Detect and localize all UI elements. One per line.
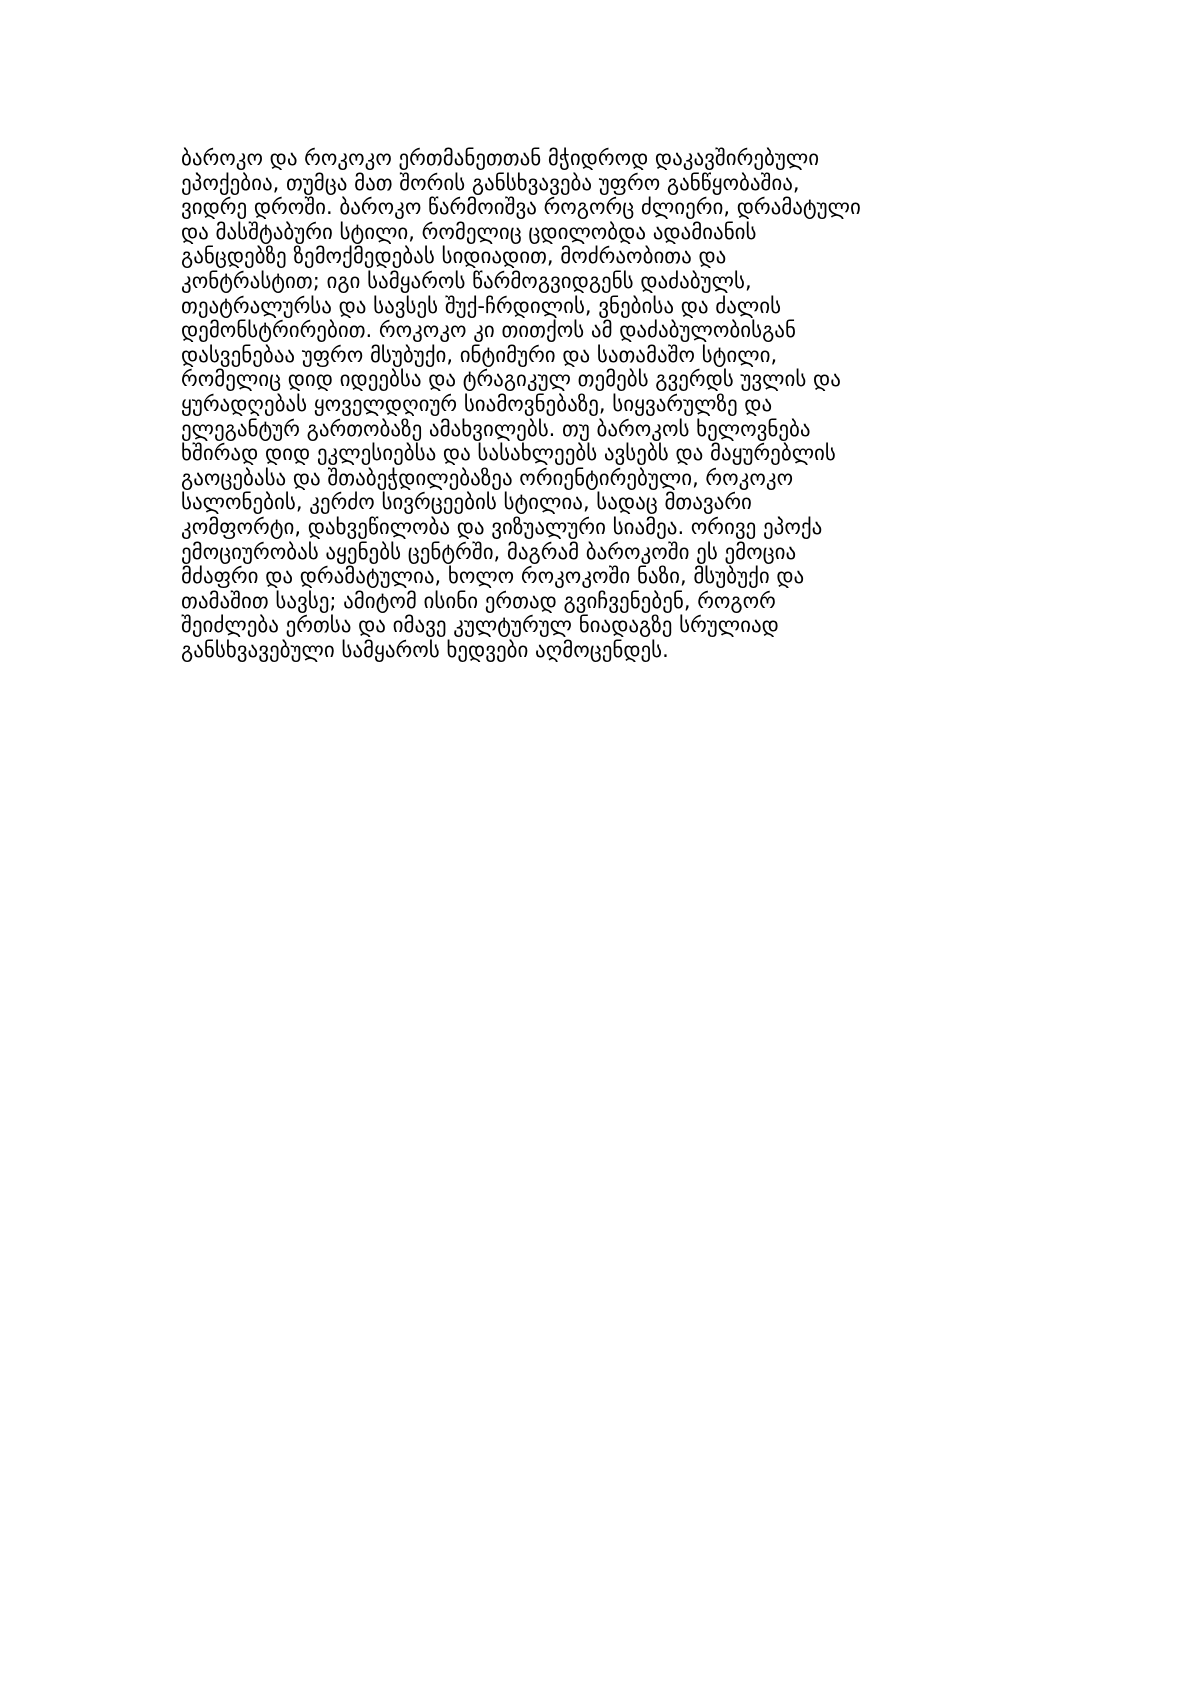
paragraph-line: ეპოქებია, თუმცა მათ შორის განსხვავება უფრო განწყობაშია, — [181, 170, 800, 195]
paragraph-line: დემონსტრირებით. როკოკო კი თითქოს ამ დაძაბულობისგან — [181, 318, 796, 343]
paragraph-line: სალონების, კერძო სივრცეების სტილია, სადაც მთავარი — [181, 490, 752, 515]
paragraph-line: ბაროკო და როკოკო ერთმანეთთან მჭიდროდ დაკავშირებული — [181, 146, 820, 170]
paragraph-line: ემოციურობას აყენებს ცენტრში, მაგრამ ბაროკოში ეს ემოცია — [181, 539, 797, 564]
paragraph-line: კომფორტი, დახვეწილობა და ვიზუალური სიამეა. ორივე ეპოქა — [181, 514, 823, 539]
paragraph-line: და მასშტაბური სტილი, რომელიც ცდილობდა ადამიანის — [181, 219, 757, 244]
paragraph-line: ვიდრე დროში. ბაროკო წარმოიშვა როგორც ძლიერი, დრამატული — [181, 195, 861, 220]
paragraph-line: შეიძლება ერთსა და იმავე კულტურულ ნიადაგზე სრულიად — [181, 613, 779, 638]
paragraph-line: ელეგანტურ გართობაზე ამახვილებს. თუ ბაროკოს ხელოვნება — [181, 416, 811, 441]
paragraph-line: მძაფრი და დრამატულია, ხოლო როკოკოში ნაზი, მსუბუქი და — [181, 564, 805, 589]
paragraph-line: გაოცებასა და შთაბეჭდილებაზეა ორიენტირებული, როკოკო — [181, 465, 794, 490]
paragraph-line: განსხვავებული სამყაროს ხედვები აღმოცენდეს. — [181, 637, 669, 662]
paragraph-line: თამაშით სავსე; ამიტომ ისინი ერთად გვიჩვენებენ, როგორ — [181, 588, 776, 613]
paragraph-line: რომელიც დიდ იდეებსა და ტრაგიკულ თემებს გვერდს უვლის და — [181, 367, 841, 392]
paragraph-line: თეატრალურსა და სავსეს შუქ-ჩრდილის, ვნებისა და ძალის — [181, 293, 782, 318]
paragraph-line: ყურადღებას ყოველდღიურ სიამოვნებაზე, სიყვარულზე და — [181, 391, 773, 416]
paragraph-line: კონტრასტით; იგი სამყაროს წარმოგვიდგენს დაძაბულს, — [181, 268, 752, 293]
body-paragraph — [181, 146, 1041, 662]
paragraph-line: ხშირად დიდ ეკლესიებსა და სასახლეებს ავსებს და მაყურებლის — [181, 441, 836, 466]
paragraph-line: განცდებზე ზემოქმედებას სიდიადით, მოძრაობითა და — [181, 244, 727, 269]
paragraph-line: დასვენებაა უფრო მსუბუქი, ინტიმური და სათამაშო სტილი, — [181, 342, 778, 367]
